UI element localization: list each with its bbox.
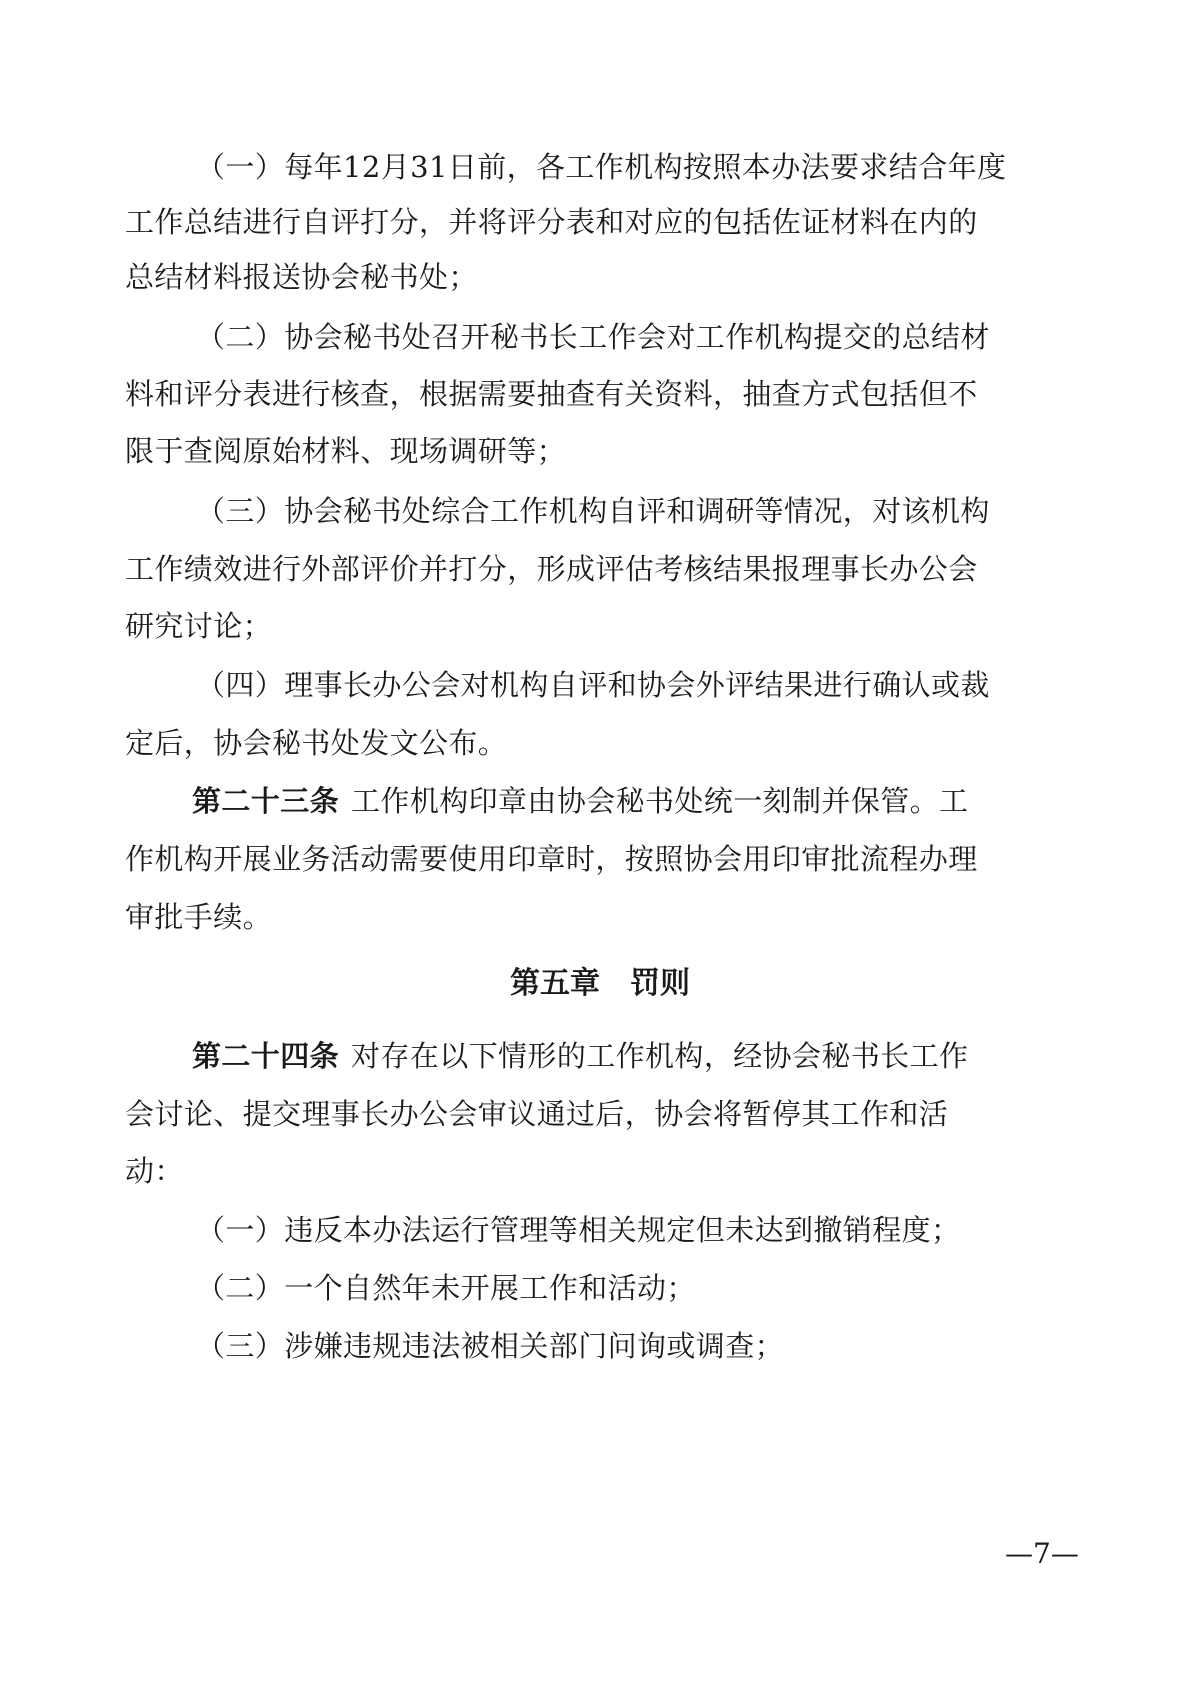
chapter-heading: 第五章 罚则 — [510, 966, 690, 1001]
item-2-line-2: 料和评分表进行核查，根据需要抽查有关资料，抽查方式包括但不 — [125, 377, 978, 411]
page-number: —7— — [1005, 1537, 1079, 1570]
item-3-line-1: （三）协会秘书处综合工作机构自评和调研等情况，对该机构 — [196, 494, 990, 528]
item-3-line-3: 研究讨论； — [125, 609, 273, 643]
article-24-label: 第二十四条 — [192, 1039, 340, 1073]
item-2-line-3: 限于查阅原始材料、现场调研等； — [125, 434, 567, 468]
item-1-line-3: 总结材料报送协会秘书处； — [125, 260, 478, 294]
item-3-line-2: 工作绩效进行外部评价并打分，形成评估考核结果报理事长办公会 — [125, 552, 978, 586]
article-23-line-2: 作机构开展业务活动需要使用印章时，按照协会用印审批流程办理 — [125, 842, 978, 876]
item-4-line-1: （四）理事长办公会对机构自评和协会外评结果进行确认或裁 — [196, 668, 990, 702]
violation-item-2: （二）一个自然年未开展工作和活动； — [196, 1271, 696, 1305]
item-1-line-1: （一）每年12月31日前，各工作机构按照本办法要求结合年度 — [196, 150, 1007, 184]
article-24-line-3: 动： — [125, 1154, 184, 1188]
article-23-label: 第二十三条 — [192, 784, 340, 818]
violation-item-1: （一）违反本办法运行管理等相关规定但未达到撤销程度； — [196, 1213, 961, 1247]
article-24-line-2: 会讨论、提交理事长办公会审议通过后，协会将暂停其工作和活 — [125, 1097, 949, 1131]
item-4-line-2: 定后，协会秘书处发文公布。 — [125, 726, 508, 760]
article-24-line-1 — [192, 1038, 968, 1074]
item-1-line-2: 工作总结进行自评打分，并将评分表和对应的包括佐证材料在内的 — [125, 205, 978, 239]
article-24-text: 对存在以下情形的工作机构，经协会秘书长工作 — [351, 1039, 969, 1073]
article-23-line-1 — [192, 783, 968, 819]
item-2-line-1: （二）协会秘书处召开秘书长工作会对工作机构提交的总结材 — [196, 320, 990, 354]
article-23-line-3: 审批手续。 — [125, 900, 273, 934]
violation-item-3: （三）涉嫌违规违法被相关部门问询或调查； — [196, 1329, 785, 1363]
article-23-text: 工作机构印章由协会秘书处统一刻制并保管。工 — [351, 784, 969, 818]
